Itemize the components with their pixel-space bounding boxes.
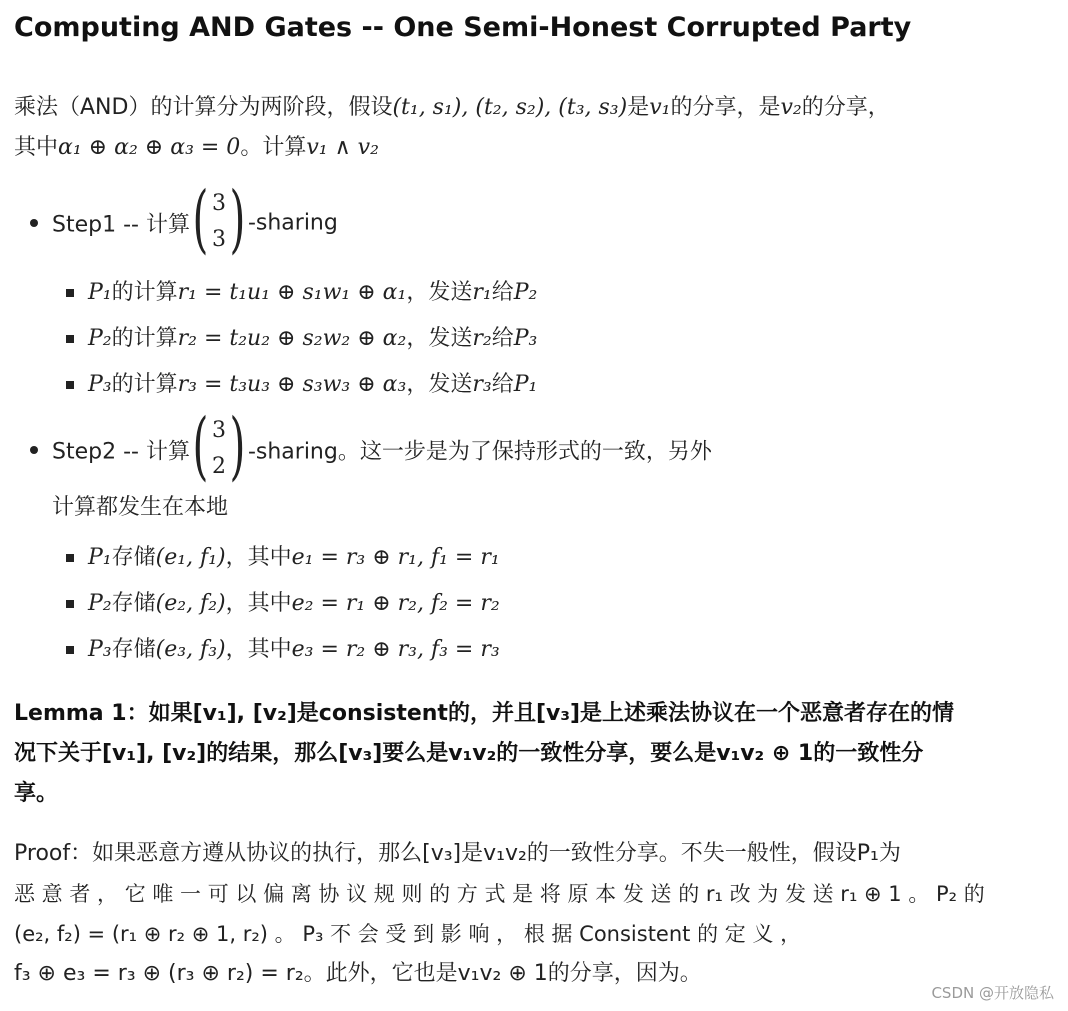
page-title: Computing AND Gates -- One Semi-Honest Corrupted Party xyxy=(14,12,912,43)
intro-paragraph xyxy=(14,88,1044,168)
step2-item: P₁存储(e₁, f₁)，其中e₁ = r₃ ⊕ r₁, f₁ = r₁ xyxy=(88,545,500,570)
bullet-square xyxy=(66,600,74,608)
bullet-dot xyxy=(30,446,38,454)
binomial-3-2: ( 3 2 ) xyxy=(192,403,246,489)
step2-item: P₂存储(e₂, f₂)，其中e₂ = r₁ ⊕ r₂, f₂ = r₂ xyxy=(88,591,500,616)
bullet-square xyxy=(66,289,74,297)
step2-heading: Step2 -- 计算 ( 3 2 ) -sharing。这一步是为了保持形式的一致，另外 xyxy=(52,403,712,489)
proof-paragraph: Proof：如果恶意方遵从协议的执行，那么[v₃]是v₁v₂的一致性分享。不失一般性，假设P₁为 恶 意 者 ， 它 唯 一 可 以 偏 离 协 议 规 则 的 方 式 是 将 原 本 发 送 的 r₁ 改 为 发 送 r₁ ⊕ 1 。 P₂ 的 (e₂, f₂) = (r₁ ⊕ r₂ ⊕ 1, r₂) 。 P₃ 不 会 受 到 影 响 ， 根 据 Consistent 的 定 义 ， f₃ ⊕ e₃ = r₃ ⊕ (r₃ ⊕ r₂) = r₂。此外，它也是v₁v₂ ⊕ 1的分享，因为。 xyxy=(14,841,985,986)
step1-heading: Step1 -- 计算 ( 3 3 ) -sharing xyxy=(52,176,338,262)
binomial-3-3: ( 3 3 ) xyxy=(192,176,246,262)
bullet-square xyxy=(66,335,74,343)
bullet-dot xyxy=(30,219,38,227)
step1-item: P₃的计算r₃ = t₃u₃ ⊕ s₃w₃ ⊕ α₃，发送r₃给P₁ xyxy=(88,372,538,397)
watermark: CSDN @开放隐私 xyxy=(931,984,1054,1002)
step2-item: P₃存储(e₃, f₃)，其中e₃ = r₂ ⊕ r₃, f₃ = r₃ xyxy=(88,637,500,662)
step2-continuation: 计算都发生在本地 xyxy=(52,495,229,520)
intro-line-2: 其中α₁ ⊕ α₂ ⊕ α₃ = 0。计算v₁ ∧ v₂ xyxy=(14,135,379,160)
lemma-paragraph: Lemma 1：如果[v₁], [v₂]是consistent的，并且[v₃]是上述乘法协议在一个恶意者存在的情 况下关于[v₁], [v₂]的结果，那么[v₃]要么是v₁v₂的一致性分享，要么是v₁v₂ ⊕ 1的一致性分 享。 xyxy=(14,701,955,806)
intro-line-1: 乘法（AND）的计算分为两阶段，假设(t₁, s₁), (t₂, s₂), (t₃, s₃)是v₁的分享，是v₂的分享， xyxy=(14,95,890,120)
step1-item: P₂的计算r₂ = t₂u₂ ⊕ s₂w₂ ⊕ α₂，发送r₂给P₃ xyxy=(88,326,538,351)
bullet-square xyxy=(66,646,74,654)
bullet-square xyxy=(66,554,74,562)
bullet-square xyxy=(66,381,74,389)
step1-item: P₁的计算r₁ = t₁u₁ ⊕ s₁w₁ ⊕ α₁，发送r₁给P₂ xyxy=(88,280,538,305)
